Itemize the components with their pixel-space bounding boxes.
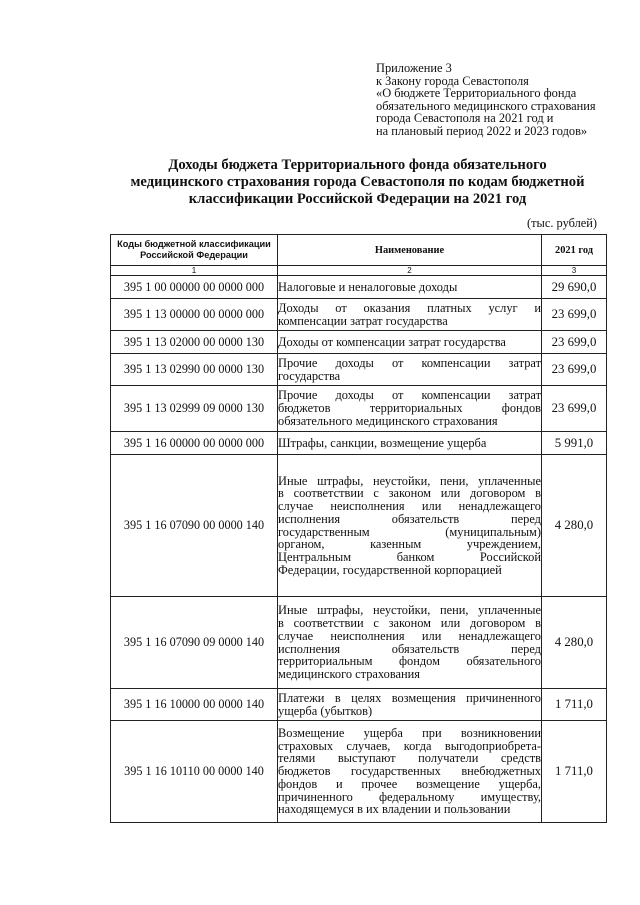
table-row <box>111 689 607 721</box>
revenue-name-cell <box>278 432 542 455</box>
table-body <box>111 276 607 823</box>
budget-code-cell: 395 1 16 10110 00 0000 140 <box>111 721 278 823</box>
revenue-name-line: Налоговые и неналоговые доходы <box>278 279 458 294</box>
budget-code-cell: 395 1 13 02990 00 0000 130 <box>111 354 278 386</box>
appendix-line: Приложение 3 <box>376 61 452 75</box>
header-amount: 2021 год <box>542 235 607 266</box>
column-number-row <box>111 266 607 276</box>
revenue-name-line: находящемуся в их владении и пользовании <box>278 802 511 817</box>
title-line: Доходы бюджета Территориального фонда обязательного <box>168 157 547 173</box>
header-name: Наименование <box>278 235 542 266</box>
table-row <box>111 331 607 354</box>
revenue-name-line: Возмещение ущерба при возникновении <box>278 726 541 741</box>
table-row <box>111 721 607 823</box>
column-number: 1 <box>111 266 278 276</box>
budget-code-cell: 395 1 00 00000 00 0000 000 <box>111 276 278 299</box>
amount-cell: 23 699,0 <box>542 386 607 432</box>
revenue-name-line: Прочие доходы от компенсации затрат <box>278 388 541 403</box>
revenue-name-line: исполнения обязательств перед <box>278 641 541 656</box>
revenue-name-line: государственным (муниципальным) <box>278 524 541 539</box>
amount-cell: 1 711,0 <box>542 721 607 823</box>
revenue-name-line: фондов и прочее возмещение ущерба, <box>278 776 541 791</box>
amount-cell: 29 690,0 <box>542 276 607 299</box>
revenue-name-cell <box>278 354 542 386</box>
revenue-name-line: Федерации, государственной корпорацией <box>278 562 502 577</box>
table-row <box>111 299 607 331</box>
revenue-name-cell <box>278 299 542 331</box>
revenue-name-cell <box>278 597 542 689</box>
revenue-name-line: случае неисполнения или ненадлежащего <box>278 628 541 643</box>
amount-cell: 23 699,0 <box>542 331 607 354</box>
table-header-row <box>111 235 607 266</box>
revenue-name-line: органом, казенным учреждением, <box>278 537 541 552</box>
revenue-name-line: страховых случаев, когда выгодоприобрета- <box>278 738 541 753</box>
revenue-name-cell <box>278 455 542 597</box>
table-row <box>111 597 607 689</box>
title-line: медицинского страхования города Севастополя по кодам бюджетной <box>130 174 585 190</box>
budget-code-cell: 395 1 13 00000 00 0000 000 <box>111 299 278 331</box>
revenue-name-line: Центральным банком Российской <box>278 549 541 564</box>
revenue-name-line: Прочие доходы от компенсации затрат <box>278 355 541 370</box>
appendix-block <box>376 62 626 138</box>
table-row <box>111 276 607 299</box>
amount-cell: 4 280,0 <box>542 455 607 597</box>
revenue-name-line: Доходы от оказания платных услуг и <box>278 300 541 315</box>
column-number: 2 <box>278 266 542 276</box>
revenue-name-line: Иные штрафы, неустойки, пени, уплаченные <box>278 603 541 618</box>
revenue-name-line: медицинского страхования <box>278 666 420 681</box>
revenue-name-line: компенсации затрат государства <box>278 313 448 328</box>
appendix-line: города Севастополя на 2021 год и <box>376 111 554 126</box>
budget-code-cell: 395 1 13 02000 00 0000 130 <box>111 331 278 354</box>
table-row <box>111 354 607 386</box>
revenue-table <box>110 234 607 823</box>
revenue-name-line: государства <box>278 368 341 383</box>
appendix-line: на плановый период 2022 и 2023 годов» <box>376 123 588 138</box>
table-row <box>111 432 607 455</box>
revenue-name-cell <box>278 276 542 299</box>
title-line: классификации Российской Федерации на 2021 год <box>188 191 527 207</box>
revenue-name-line: Штрафы, санкции, возмещение ущерба <box>278 435 487 450</box>
units-label: (тыс. рублей) <box>527 216 598 230</box>
budget-code-cell: 395 1 13 02999 09 0000 130 <box>111 386 278 432</box>
revenue-name-line: случае неисполнения или ненадлежащего <box>278 499 541 514</box>
revenue-name-line: ущерба (убытков) <box>278 703 373 718</box>
revenue-name-line: в соответствии с законом или договором в <box>278 616 541 631</box>
appendix-line: обязательного медицинского страхования <box>376 98 596 113</box>
document-title <box>110 157 605 208</box>
revenue-name-line: бюджетов государственных внебюджетных <box>278 764 541 779</box>
appendix-line: к Закону города Севастополя <box>376 73 529 88</box>
revenue-name-cell <box>278 386 542 432</box>
amount-cell: 1 711,0 <box>542 689 607 721</box>
amount-cell: 23 699,0 <box>542 354 607 386</box>
appendix-line: «О бюджете Территориального фонда <box>376 86 577 101</box>
revenue-name-line: обязательного медицинского страхования <box>278 413 498 428</box>
revenue-name-cell <box>278 689 542 721</box>
amount-cell: 4 280,0 <box>542 597 607 689</box>
revenue-name-line: Доходы от компенсации затрат государства <box>278 334 506 349</box>
header-code: Коды бюджетной классификации Российской Федерации <box>111 235 278 266</box>
budget-code-cell: 395 1 16 00000 00 0000 000 <box>111 432 278 455</box>
budget-code-cell: 395 1 16 07090 00 0000 140 <box>111 455 278 597</box>
revenue-name-line: Платежи в целях возмещения причиненного <box>278 690 541 705</box>
budget-code-cell: 395 1 16 07090 09 0000 140 <box>111 597 278 689</box>
amount-cell: 5 991,0 <box>542 432 607 455</box>
table-row <box>111 386 607 432</box>
revenue-name-line: причиненного федеральному имуществу, <box>278 789 541 804</box>
revenue-name-line: территориальным фондом обязательного <box>278 654 541 669</box>
column-number: 3 <box>542 266 607 276</box>
budget-code-cell: 395 1 16 10000 00 0000 140 <box>111 689 278 721</box>
revenue-name-line: в соответствии с законом или договором в <box>278 486 541 501</box>
amount-cell: 23 699,0 <box>542 299 607 331</box>
table-row <box>111 455 607 597</box>
revenue-name-line: телями выступают получатели средств <box>278 751 541 766</box>
revenue-name-line: Иные штрафы, неустойки, пени, уплаченные <box>278 473 541 488</box>
revenue-name-cell <box>278 331 542 354</box>
revenue-name-line: бюджетов территориальных фондов <box>278 401 541 416</box>
revenue-name-line: исполнения обязательств перед <box>278 511 541 526</box>
revenue-name-cell <box>278 721 542 823</box>
